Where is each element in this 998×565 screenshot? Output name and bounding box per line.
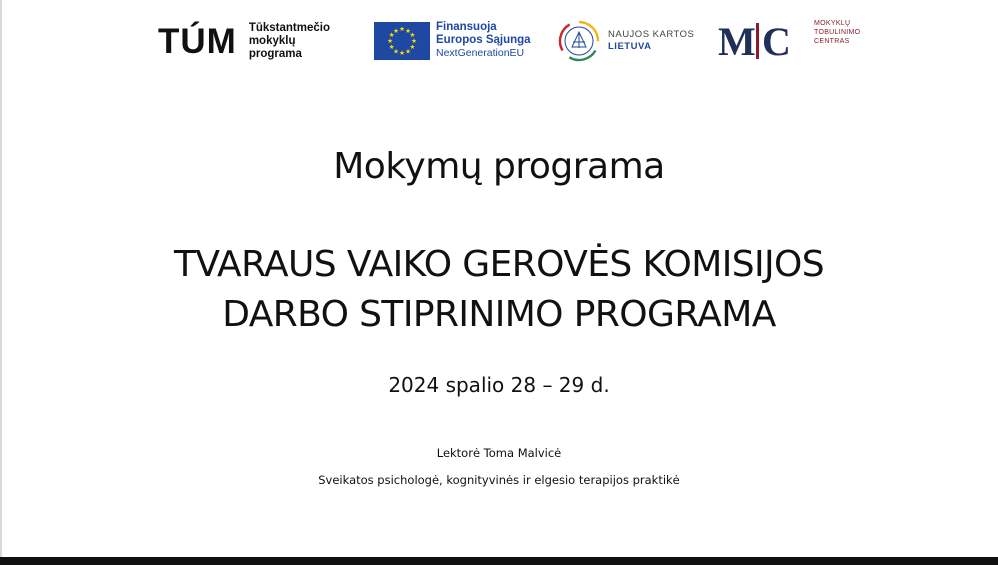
eu-logo-text — [436, 21, 531, 60]
lecturer-name: Lektorė Toma Malvicė — [436, 446, 562, 460]
eu-funding-logo — [374, 21, 531, 60]
naujos-kartos-line2: LIETUVA — [608, 41, 652, 52]
slide-title-line1: TVARAUS VAIKO GEROVĖS KOMISIJOS — [173, 244, 825, 285]
svg-text:★: ★ — [399, 48, 405, 57]
tum-logo-line2: mokyklų — [248, 35, 296, 47]
svg-text:★: ★ — [393, 47, 399, 56]
tum-logo-line1: Tūkstantmečio — [248, 22, 330, 34]
naujos-kartos-line1: NAUJOS KARTOS — [608, 29, 695, 40]
naujos-kartos-emblem-icon — [558, 20, 600, 62]
naujos-kartos-logo — [558, 20, 694, 62]
tum-logo-mark: TÚM — [158, 22, 237, 61]
mtc-logo-line1: MOKYKLŲ — [814, 20, 851, 27]
eu-logo-line3: NextGenerationEU — [436, 47, 525, 59]
slide-title-line2: DARBO STIPRINIMO PROGRAMA — [222, 294, 776, 335]
svg-text:★: ★ — [388, 30, 395, 39]
mtc-logo-line3: CENTRAS — [814, 38, 850, 45]
svg-text:★: ★ — [409, 30, 416, 39]
svg-text:★: ★ — [405, 47, 411, 56]
svg-text:★: ★ — [387, 36, 393, 45]
mtc-logo-line2: TOBULINIMO — [814, 29, 861, 36]
slide-subtitle: Mokymų programa — [333, 146, 665, 187]
svg-text:★: ★ — [405, 26, 411, 35]
svg-text:C: C — [762, 19, 791, 61]
tum-logo-text — [249, 22, 341, 61]
tum-logo-line3: programa — [248, 48, 302, 60]
bottom-bar — [0, 557, 998, 565]
svg-text:★: ★ — [409, 42, 416, 51]
eu-logo-line1: Finansuoja — [436, 21, 497, 33]
tum-logo — [158, 22, 341, 61]
slide-date: 2024 spalio 28 – 29 d. — [388, 373, 610, 397]
svg-text:★: ★ — [399, 24, 405, 33]
naujos-kartos-text — [608, 29, 694, 53]
mokyklu-tobulinimo-centras-logo — [718, 19, 860, 61]
mtc-logo-mark — [718, 19, 810, 61]
svg-text:★: ★ — [388, 42, 395, 51]
svg-text:★: ★ — [393, 26, 399, 35]
mtc-mark-m: M — [718, 19, 756, 61]
svg-text:★: ★ — [411, 36, 417, 45]
mtc-logo-text — [814, 19, 860, 46]
lecturer-role: Sveikatos psichologė, kognityvinės ir elgesio terapijos praktikė — [318, 473, 680, 487]
eu-logo-line2: Europos Sąjunga — [436, 34, 531, 46]
eu-flag-icon — [374, 22, 430, 60]
